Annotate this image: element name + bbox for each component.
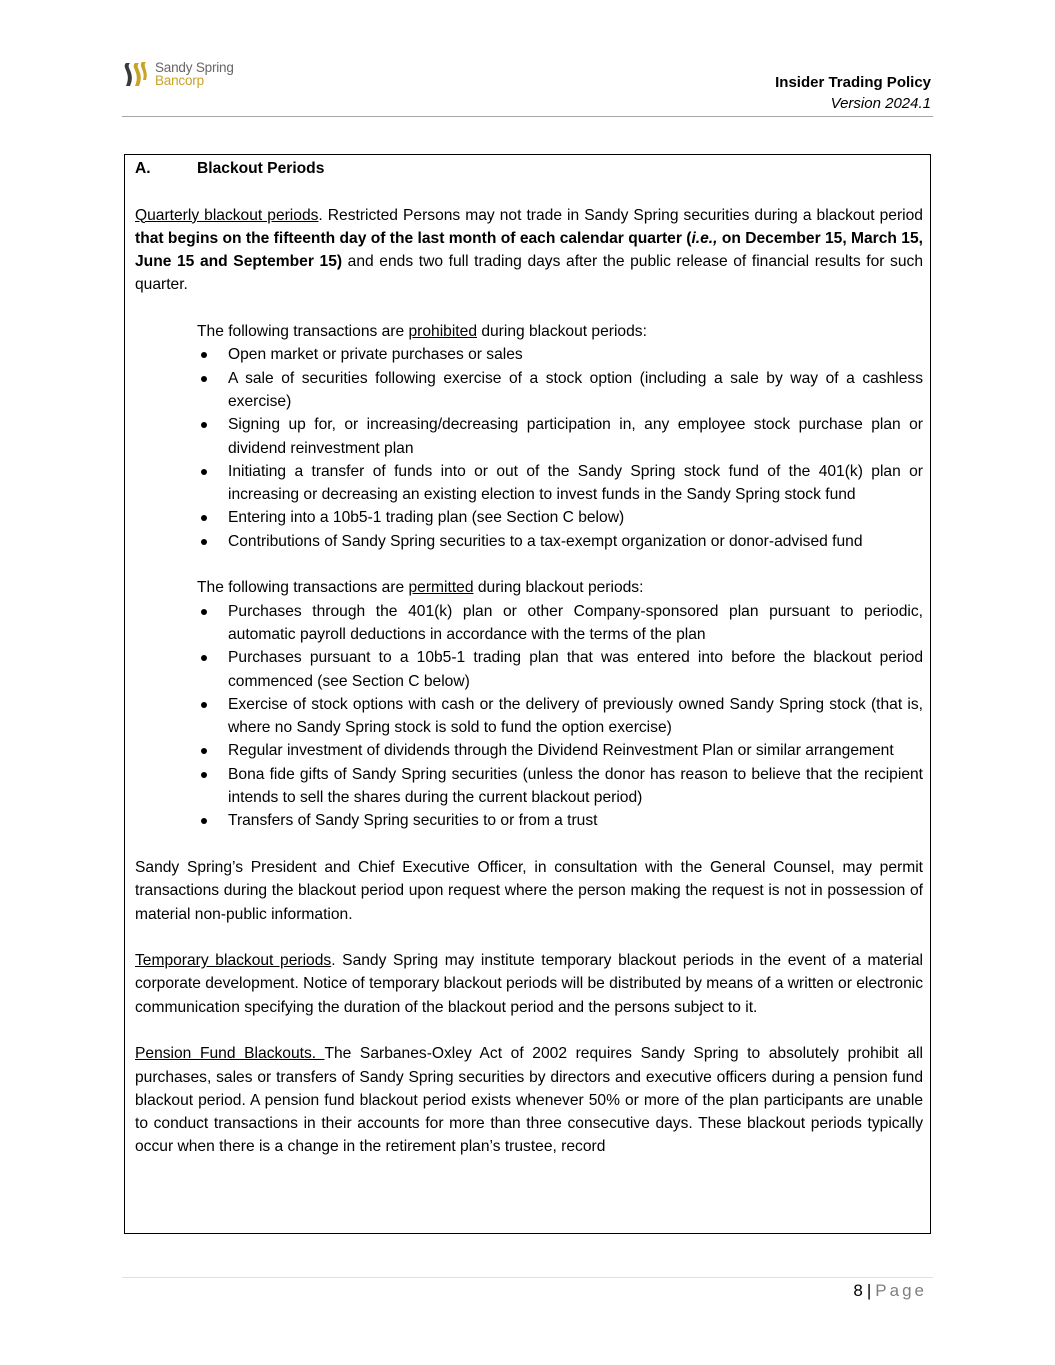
permitted-intro-before: The following transactions are <box>197 579 409 597</box>
header-divider <box>122 116 933 117</box>
prohibited-intro <box>135 320 923 343</box>
bullet-icon <box>201 422 207 428</box>
list-item: Open market or private purchases or sales <box>135 343 923 366</box>
page-separator: | <box>866 1281 872 1300</box>
prohibited-intro-after: during blackout periods: <box>477 323 647 341</box>
pension-label: Pension Fund Blackouts. <box>135 1045 325 1063</box>
list-item: Signing up for, or increasing/decreasing participation in, any employee stock purchase plan or dividend reinvestment plan <box>135 413 923 460</box>
bullet-icon <box>201 702 207 708</box>
bullet-icon <box>201 818 207 824</box>
logo-name-line1: Sandy Spring <box>155 60 234 75</box>
bullet-icon <box>201 772 207 778</box>
footer-divider <box>122 1277 933 1278</box>
quarterly-ie: i.e., <box>691 229 718 247</box>
company-logo <box>122 60 252 92</box>
list-item: A sale of securities following exercise of a stock option (including a sale by way of a cashless exercise) <box>135 367 923 414</box>
prohibited-list <box>135 343 923 553</box>
document-version: Version 2024.1 <box>830 95 931 112</box>
list-item: Bona fide gifts of Sandy Spring securities (unless the donor has reason to believe that the recipient intends to sell the shares during the current blackout period) <box>135 763 923 810</box>
bullet-icon <box>201 748 207 754</box>
temporary-text: . Sandy Spring may institute temporary blackout periods in the event of a material corporate development. Notice of temporary blackout periods will be distributed by means of a written or electronic communication specifying the duration of the blackout period and the persons subject to it. <box>135 952 923 1016</box>
bullet-icon <box>201 655 207 661</box>
quarterly-bold-b: on December 15, March 15, June 15 and September 15) <box>135 229 923 271</box>
list-item: Regular investment of dividends through the Dividend Reinvestment Plan or similar arrangement <box>135 739 923 762</box>
section-title: Blackout Periods <box>197 160 325 177</box>
list-item: Initiating a transfer of funds into or out of the Sandy Spring stock fund of the 401(k) plan or increasing or decreasing an existing election to invest funds in the Sandy Spring stock fund <box>135 460 923 507</box>
ceo-paragraph: Sandy Spring’s President and Chief Executive Officer, in consultation with the General Counsel, may permit transactions during the blackout period upon request where the person making the request is not in possession of material non-public information. <box>135 858 923 923</box>
pension-paragraph <box>135 1042 923 1158</box>
permitted-keyword: permitted <box>408 579 474 597</box>
logo-name-line2: Bancorp <box>155 73 204 88</box>
quarterly-text-a: . Restricted Persons may not trade in Sandy Spring securities during a blackout period <box>318 206 923 224</box>
page-indicator <box>853 1281 927 1301</box>
quarterly-paragraph <box>135 204 923 297</box>
quarterly-bold-a: that begins on the fifteenth day of the last month of each calendar quarter ( <box>135 229 692 247</box>
document-title: Insider Trading Policy <box>775 74 931 91</box>
permitted-list <box>135 600 923 833</box>
bullet-icon <box>201 376 207 382</box>
list-item: Purchases through the 401(k) plan or other Company-sponsored plan pursuant to periodic, automatic payroll deductions in accordance with the terms of the plan <box>135 600 923 647</box>
bullet-icon <box>201 469 207 475</box>
prohibited-intro-before: The following transactions are <box>197 323 409 341</box>
page-number: 8 <box>853 1281 863 1300</box>
logo-mark-icon <box>122 60 152 88</box>
page-word: Page <box>875 1281 927 1300</box>
temporary-paragraph <box>135 949 923 1019</box>
permitted-intro-after: during blackout periods: <box>473 579 644 597</box>
bullet-icon <box>201 515 207 521</box>
section-content <box>135 155 923 1159</box>
temporary-label: Temporary blackout periods <box>135 952 332 970</box>
list-item: Contributions of Sandy Spring securities to a tax-exempt organization or donor-advised fund <box>135 530 923 553</box>
section-letter: A. <box>135 160 151 177</box>
list-item: Exercise of stock options with cash or the delivery of previously owned Sandy Spring stock (that is, where no Sandy Spring stock is sold to fund the option exercise) <box>135 693 923 740</box>
pension-text: The Sarbanes-Oxley Act of 2002 requires Sandy Spring to absolutely prohibit all purchases, sales or transfers of Sandy Spring securities by directors and executive officers during a pension fund blackout period. A pension fund blackout period exists whenever 50% or more of the plan participants are unable to conduct transactions in their accounts for more than three consecutive days. These blackout periods typically occur when there is a change in the retirement plan’s trustee, record <box>135 1045 923 1156</box>
list-item: Entering into a 10b5-1 trading plan (see Section C below) <box>135 506 923 529</box>
list-item: Transfers of Sandy Spring securities to or from a trust <box>135 809 923 832</box>
bullet-icon <box>201 352 207 358</box>
quarterly-text-b: and ends two full trading days after the public release of financial results for such quarter. <box>135 253 923 294</box>
bullet-icon <box>201 539 207 545</box>
quarterly-label: Quarterly blackout periods <box>135 206 319 224</box>
policy-section-box <box>124 154 931 1234</box>
permitted-intro <box>135 576 923 599</box>
list-item: Purchases pursuant to a 10b5-1 trading plan that was entered into before the blackout period commenced (see Section C below) <box>135 646 923 693</box>
prohibited-keyword: prohibited <box>408 323 477 341</box>
bullet-icon <box>201 609 207 615</box>
section-heading <box>135 157 923 180</box>
